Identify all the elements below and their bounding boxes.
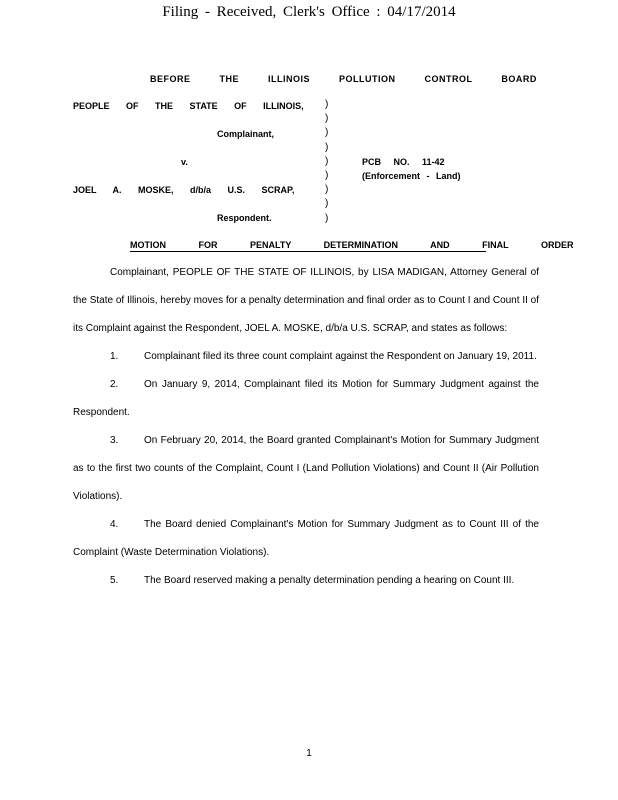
motion-body — [73, 259, 539, 595]
paragraph-number: 5. — [110, 575, 119, 586]
page-number: 1 — [306, 748, 312, 759]
numbered-paragraph-1 — [73, 343, 539, 371]
paragraph-text: On February 20, 2014, the Board granted Complainant's Motion for Summary Judgment as to the first two counts of the Complaint, Count I (Land Pollution Violations) and Count II (Air Pollution Violations). — [73, 435, 539, 502]
case-type: (Enforcement - Land) — [362, 171, 461, 181]
plaintiff-name: PEOPLE OF THE STATE OF ILLINOIS, — [73, 101, 304, 111]
numbered-paragraph-3 — [73, 427, 539, 511]
versus-label: v. — [181, 157, 188, 167]
paragraph-number: 2. — [110, 379, 119, 390]
paragraph-text: The Board reserved making a penalty determination pending a hearing on Count III. — [144, 575, 515, 586]
paragraph-text: Complainant filed its three count complaint against the Respondent on January 19, 2011. — [144, 351, 537, 362]
defendant-name: JOEL A. MOSKE, d/b/a U.S. SCRAP, — [73, 185, 295, 195]
numbered-paragraph-4 — [73, 511, 539, 567]
plaintiff-role: Complainant, — [217, 129, 275, 139]
paragraph-text: The Board denied Complainant's Motion for Summary Judgment as to Count III of the Complaint (Waste Determination Violations). — [73, 519, 539, 558]
defendant-role: Respondent. — [217, 213, 272, 223]
filing-stamp: Filing - Received, Clerk's Office : 04/17/2014 — [162, 4, 456, 20]
intro-paragraph: Complainant, PEOPLE OF THE STATE OF ILLINOIS, by LISA MADIGAN, Attorney General of the State of Illinois, hereby moves for a penalty determination and final order as to Count I and Count II of its Complaint against the Respondent, JOEL A. MOSKE, d/b/a U.S. SCRAP, and states as follows: — [73, 267, 539, 334]
numbered-paragraph-5 — [73, 567, 539, 595]
caption-parentheses: ) ) ) ) ) ) ) ) ) — [325, 99, 329, 224]
motion-title: MOTION FOR PENALTY DETERMINATION AND FINAL ORDER — [130, 240, 574, 250]
paragraph-text: On January 9, 2014, Complainant filed its Motion for Summary Judgment against the Respondent. — [73, 379, 539, 418]
case-number: PCB NO. 11-42 — [362, 157, 445, 167]
numbered-paragraph-2 — [73, 371, 539, 427]
board-name: BEFORE THE ILLINOIS POLLUTION CONTROL BOARD — [150, 74, 537, 84]
paragraph-number: 1. — [110, 351, 119, 362]
paragraph-number: 3. — [110, 435, 119, 446]
paragraph-number: 4. — [110, 519, 119, 530]
